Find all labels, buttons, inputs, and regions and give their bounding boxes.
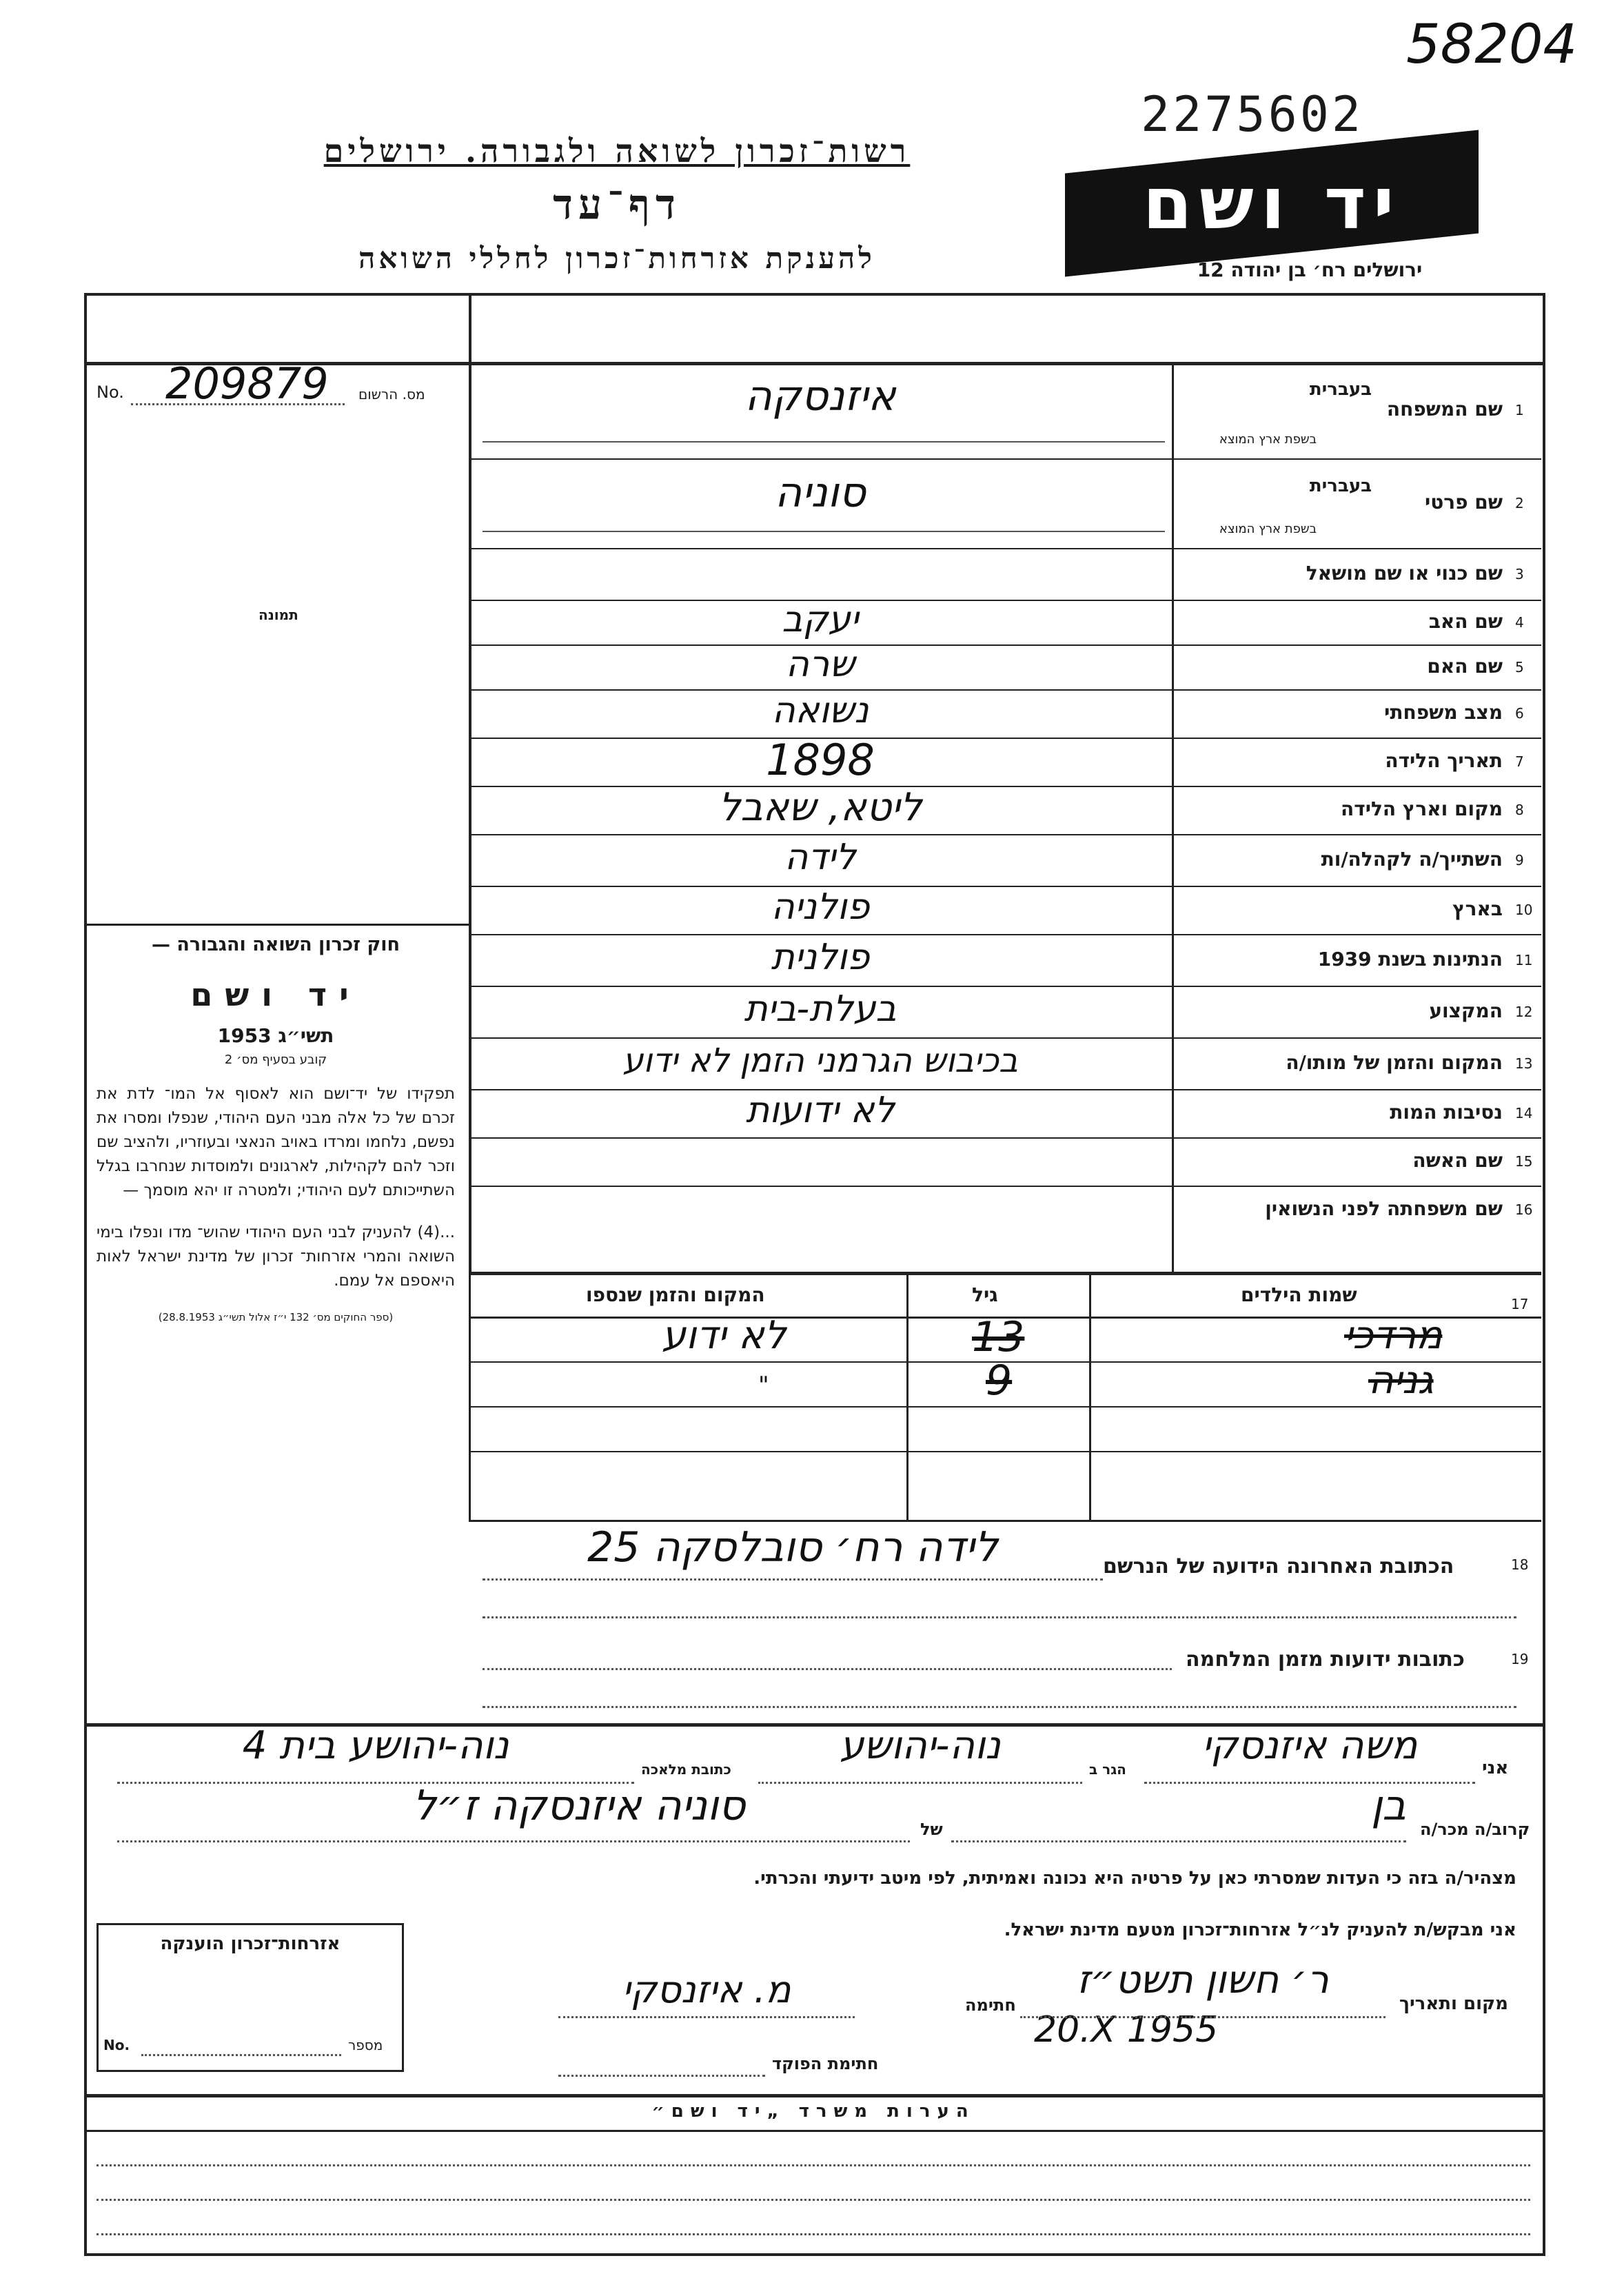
- field-9-number: 9: [1515, 851, 1524, 868]
- field-8-value: ליטא, שאבל: [718, 785, 922, 830]
- child-2-place: ": [758, 1372, 769, 1399]
- field-5-label: שם האם: [1427, 654, 1503, 678]
- field-18-number: 18: [1511, 1556, 1529, 1573]
- i-label: אני: [1482, 1758, 1509, 1778]
- citizenship-number-label: מספר: [348, 2037, 383, 2053]
- field-4-label: שם האב: [1428, 609, 1503, 633]
- last-address-label: הכתובת האחרונה הידועה של הנרשם: [1103, 1554, 1454, 1578]
- field-14-label: נסיבות המות: [1390, 1101, 1503, 1124]
- law-title: חוק זכרון השואה והגבורה —: [151, 934, 400, 955]
- citizenship-no-label: No.: [103, 2037, 130, 2053]
- field-11-value: פולנית: [771, 936, 870, 978]
- war-address-label: כתובות ידועות מזמן המלחמה: [1186, 1647, 1465, 1672]
- law-year: תשי״ג 1953: [217, 1024, 334, 1047]
- field-13-label: המקום והזמן של מותו/ה: [1286, 1050, 1503, 1074]
- field-17-number: 17: [1511, 1296, 1529, 1312]
- field-14-number: 14: [1515, 1105, 1533, 1121]
- request-text: אני מבקש/ת להעניק לנ״ל אזרחות־זכרון מטעם מדינת ישראל.: [1004, 1920, 1516, 1940]
- relation-value: בן: [1370, 1782, 1406, 1830]
- field-3-label: שם כנוי או שם מושאל: [1306, 561, 1503, 585]
- child-2-name: גניה: [1368, 1358, 1434, 1403]
- registry-no-label: No.: [97, 383, 124, 402]
- signature-label: חתימה: [965, 1995, 1016, 2015]
- child-1-place: לא ידוע: [662, 1313, 786, 1358]
- form-title: דף־עד: [553, 181, 681, 229]
- child-2-age: 9: [986, 1357, 1013, 1405]
- officer-signature-label: חתימת הפוקד: [772, 2054, 879, 2073]
- field-1-number: 1: [1515, 402, 1524, 418]
- citizenship-box-title: אזרחות־זכרון הוענקה: [160, 1933, 341, 1954]
- declarant-city: נוה-יהושע: [840, 1723, 1001, 1768]
- field-8-label: מקום וארץ הלידה: [1341, 797, 1503, 820]
- registry-label: מס. הרשום: [358, 386, 425, 403]
- field-13-number: 13: [1515, 1055, 1533, 1072]
- field-19-number: 19: [1511, 1651, 1529, 1667]
- field-7-value: 1898: [766, 735, 875, 785]
- field-1-origin-sublabel: בשפת ארץ המוצא: [1219, 432, 1317, 447]
- last-address-value: לידה רח׳ סובלסקה 25: [587, 1523, 998, 1572]
- field-2-hebrew-sublabel: בעברית: [1309, 476, 1372, 496]
- date-value: 20.X 1955: [1034, 2009, 1219, 2051]
- of-name: סוניה איזנסקה ז״ל: [412, 1782, 746, 1830]
- field-7-number: 7: [1515, 753, 1524, 770]
- law-excerpt: [97, 934, 455, 1323]
- field-12-value: בעלת-בית: [744, 988, 897, 1030]
- of-label: של: [920, 1820, 943, 1839]
- field-16-number: 16: [1515, 1201, 1533, 1218]
- remarks-title: הערות משרד „יד ושם״: [651, 2101, 975, 2122]
- declarant-name: משה איזנסקי: [1201, 1723, 1418, 1768]
- place-date: ר׳ חשון תשט״ז: [1077, 1958, 1329, 2002]
- children-place-header: המקום והזמן שנספו: [586, 1283, 765, 1306]
- field-2-value: סוניה: [775, 469, 866, 517]
- field-12-label: המקצוע: [1429, 999, 1503, 1022]
- field-4-number: 4: [1515, 613, 1524, 631]
- archive-number: 58204: [1406, 14, 1578, 76]
- field-6-value: נשואה: [771, 690, 869, 731]
- field-10-label: בארץ: [1452, 897, 1503, 920]
- field-2-origin-sublabel: בשפת ארץ המוצא: [1219, 522, 1317, 536]
- field-10-number: 10: [1515, 902, 1533, 918]
- stamp-number: 2275602: [1141, 86, 1364, 143]
- field-1-value: איזנסקה: [744, 372, 896, 420]
- field-1-hebrew-sublabel: בעברית: [1309, 379, 1372, 400]
- resides-label: הגר ב: [1089, 1761, 1126, 1778]
- field-7-label: תאריך הלידה: [1385, 749, 1503, 772]
- field-11-label: הנתינות בשנת 1939: [1317, 947, 1503, 971]
- child-1-age: 13: [972, 1313, 1025, 1361]
- declaration-text: מצהיר/ה בזה כי העדות שמסרתי כאן על פרטיה היא נכונה ואמיתית, לפי מיטב ידיעתי והכרתי.: [753, 1868, 1516, 1889]
- field-2-label: שם פרטי: [1424, 491, 1503, 514]
- field-5-value: שרה: [785, 643, 855, 685]
- field-16-label: שם משפחתה לפני הנשואין: [1265, 1197, 1503, 1220]
- relative-label: קרוב/ה מכר/ה: [1420, 1820, 1530, 1839]
- field-15-label: שם האשה: [1412, 1149, 1503, 1172]
- work-address-label: כתובת מלאכה: [641, 1761, 731, 1778]
- field-6-label: מצב משפחתי: [1384, 701, 1503, 724]
- field-10-value: פולניה: [771, 886, 870, 928]
- field-8-number: 8: [1515, 802, 1524, 818]
- field-6-number: 6: [1515, 705, 1524, 722]
- law-source: (ספר החוקים מס׳ 132 י״ז אלול תשי״ג 28.8.1953): [158, 1311, 394, 1323]
- field-11-number: 11: [1515, 951, 1533, 968]
- law-clause: קובע בסעיף מס׳ 2: [224, 1053, 327, 1067]
- child-1-name: מרדכי: [1344, 1313, 1443, 1358]
- field-4-value: יעקב: [782, 598, 859, 640]
- photo-label: תמונה: [258, 607, 298, 623]
- field-15-number: 15: [1515, 1153, 1533, 1170]
- field-5-number: 5: [1515, 658, 1524, 675]
- law-text: תפקידו של יד־ושם הוא לאסוף אל המו־ לדת את זכרם של כל אלה מבני העם היהודי, שנפלו ומסרו את נפשם, נלחמו ומרדו באויב הנאצי ובעוזריו, ולהציב שם וזכר להם לקהילות, לארגונים ולמוסדות שנחרבו בגלל השתייכותם לעם היהודי; ולמטרה זו יהא מוסמך —: [97, 1085, 455, 1199]
- field-14-value: לא ידועות: [746, 1090, 895, 1131]
- work-address: נוה-יהושע בית 4: [242, 1723, 509, 1768]
- field-1-label: שם המשפחה: [1386, 398, 1503, 420]
- field-2-number: 2: [1515, 495, 1524, 511]
- field-3-number: 3: [1515, 565, 1524, 582]
- field-13-value: בכיבוש הגרמני הזמן לא ידוע: [622, 1041, 1018, 1080]
- field-9-label: השתייך/ה לקהלה/ות: [1321, 847, 1503, 871]
- place-date-label: מקום ותאריך: [1399, 1993, 1508, 2014]
- office-address: ירושלים רח׳ בן יהודה 12: [1197, 258, 1423, 281]
- registry-number: 209879: [165, 358, 329, 409]
- children-names-header: שמות הילדים: [1241, 1283, 1357, 1306]
- law-text-2: ...(4) להעניק לבני העם היהודי שהוש־ מדו ונפלו בימי השואה והמרי אזרחות־ זכרון של מדינת ישראל לאות היאספם אל עמם.: [97, 1223, 455, 1290]
- field-9-value: לידה: [784, 836, 856, 878]
- signature: מ. איזנסקי: [622, 1968, 791, 2011]
- children-age-header: גיל: [972, 1283, 998, 1306]
- logo-text: יד ושם: [1142, 161, 1401, 245]
- authority-heading: רשות־זכרון לשואה ולגבורה. ירושלים: [323, 132, 911, 170]
- field-12-number: 12: [1515, 1003, 1533, 1020]
- form-subtitle: להענקת אזרחות־זכרון לחללי השואה: [358, 241, 875, 275]
- law-name: יד ושם: [190, 976, 361, 1013]
- yad-vashem-logo: [1065, 130, 1479, 276]
